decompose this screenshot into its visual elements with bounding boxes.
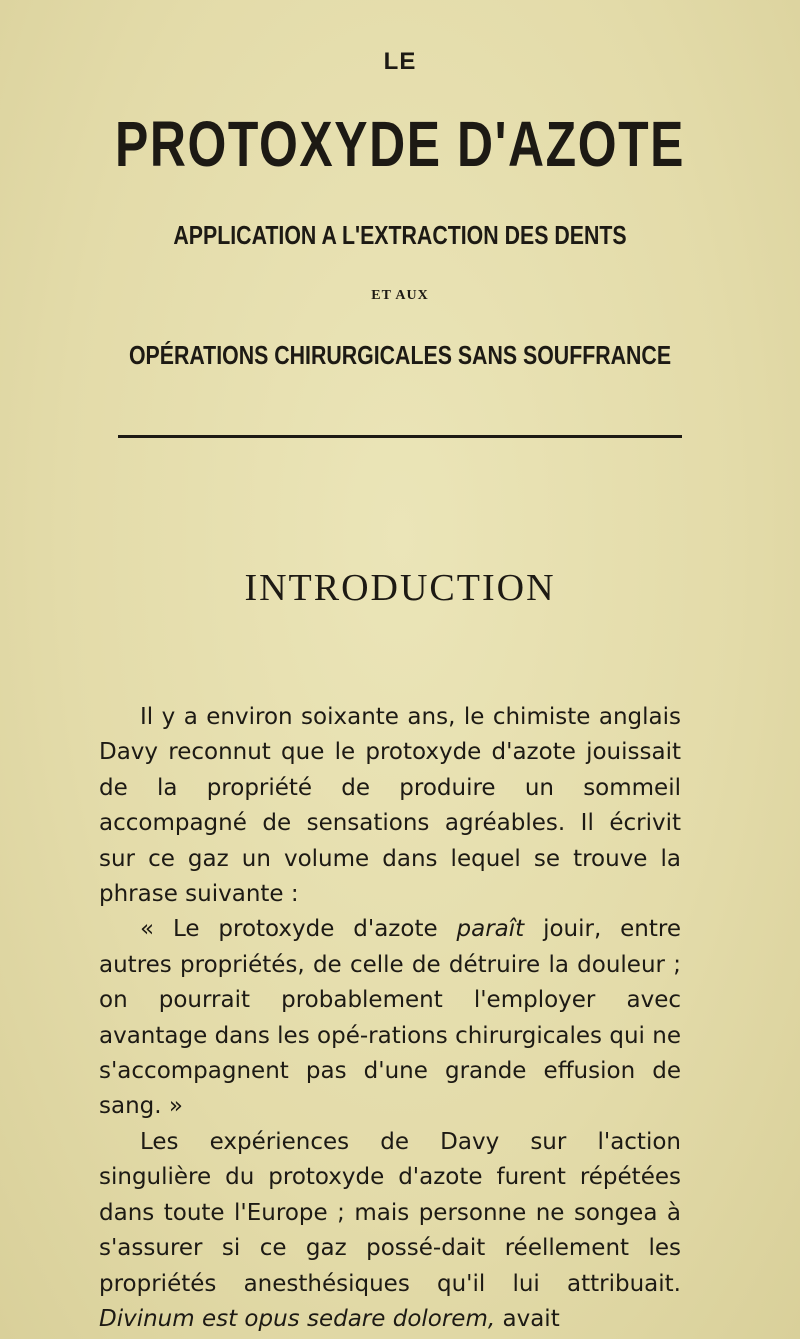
paragraph-2-start: « Le protoxyde d'azote: [140, 916, 457, 943]
paragraph-2: [99, 912, 681, 1124]
paragraph-3: [99, 1125, 681, 1337]
horizontal-rule: [118, 435, 682, 438]
body-text: [99, 700, 681, 1337]
paragraph-3-last-after: avait: [495, 1305, 560, 1332]
paragraph-3-last-plain: attribuait.: [567, 1270, 681, 1297]
subtitle-line-1: APPLICATION A L'EXTRACTION DES DENTS: [173, 220, 627, 250]
subtitle-line-2: OPÉRATIONS CHIRURGICALES SANS SOUFFRANCE: [128, 340, 672, 370]
page-title: PROTOXYDE D'AZOTE: [114, 108, 686, 180]
paragraph-2-italic: paraît: [456, 916, 525, 943]
paragraph-2-end: jouir, entre autres propriétés, de celle de détruire la douleur ; on pourrait probablement l'employer avec avantage dans les opé-rations chirurgicales qui ne s'accompagnent pas d'une grande effusion de sang. »: [99, 916, 681, 1120]
paragraph-3-latin-quote: Divinum est opus sedare dolorem,: [99, 1305, 496, 1332]
subtitle-connector: ET AUX: [371, 288, 429, 303]
paragraph-3-text: Les expériences de Davy sur l'action singulière du protoxyde d'azote furent répétées dans toute l'Europe ; mais personne ne songea à s'assurer si ce gaz possé-dait réellement les propriétés anesthésiques qu'il lui: [99, 1128, 681, 1297]
section-heading: INTRODUCTION: [244, 567, 556, 609]
paragraph-1: Il y a environ soixante ans, le chimiste anglais Davy reconnut que le protoxyde d'azote jouissait de la propriété de produire un sommeil accompagné de sensations agréables. Il écrivit sur ce gaz un volume dans lequel se trouve la phrase suivante :: [99, 704, 681, 908]
title-article: LE: [383, 48, 417, 75]
